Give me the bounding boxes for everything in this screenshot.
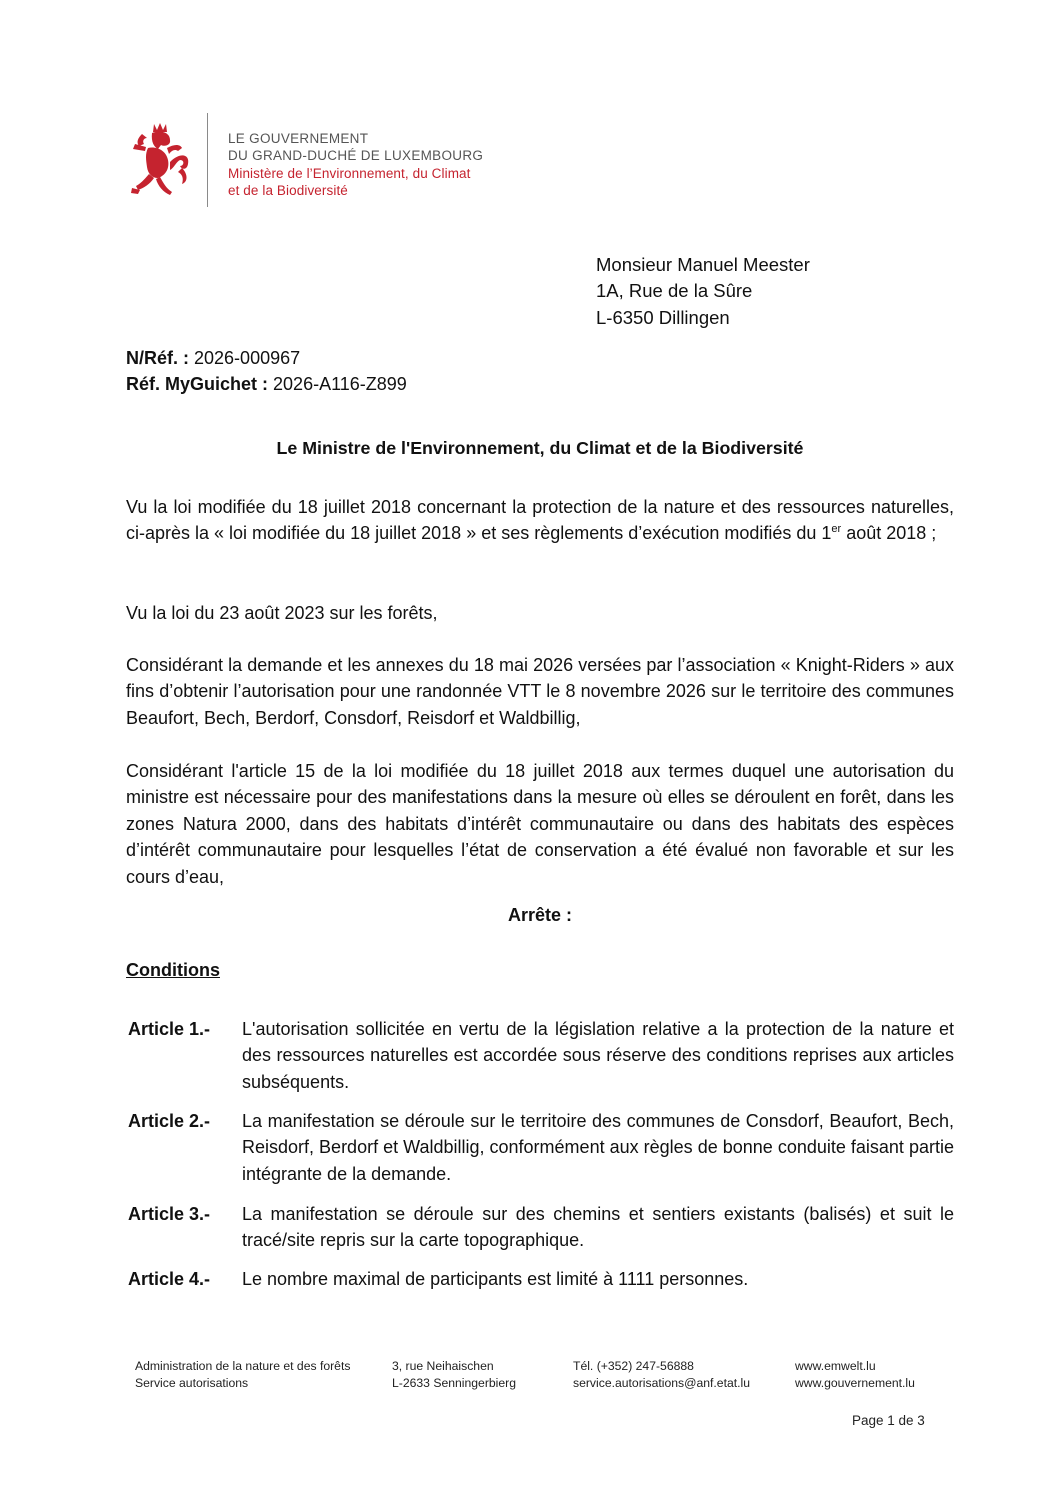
recipient-street: 1A, Rue de la Sûre	[596, 280, 753, 302]
ministry-line-2: et de la Biodiversité	[228, 183, 348, 199]
article-3	[126, 1201, 954, 1254]
footer-line: 3, rue Neihaischen	[392, 1359, 494, 1373]
footer-website-link[interactable]: www.emwelt.lu	[795, 1359, 876, 1373]
page-number: Page 1 de 3	[852, 1413, 925, 1428]
government-logo-text	[228, 130, 483, 200]
myguichet-label: Réf. MyGuichet :	[126, 374, 269, 395]
recipient-name: Monsieur Manuel Meester	[596, 254, 810, 275]
nref-line	[126, 345, 407, 371]
article-text: La manifestation se déroule sur des chemins et sentiers existants (balisés) et suit le tracé/site repris sur la carte topographique.	[242, 1204, 954, 1251]
preamble-paragraph-3: Considérant la demande et les annexes du 18 mai 2026 versées par l’association « Knight-Riders » aux fins d’obtenir l’autorisation pour une randonnée VTT le 8 novembre 2026 sur le territoire des communes Beaufort, Bech, Berdorf, Consdorf, Reisdorf et Waldbillig,	[126, 655, 954, 728]
article-label: Article 2.-	[128, 1111, 211, 1131]
article-text: L'autorisation sollicitée en vertu de la législation relative a la protection de la nature et des ressources naturelles est accordée sous réserve des conditions reprises aux articles subséquents.	[242, 1019, 954, 1092]
article-text: Le nombre maximal de participants est limité à 1111 personnes.	[242, 1269, 749, 1289]
p1-after: août 2018 ;	[841, 523, 937, 544]
footer-administration	[135, 1358, 350, 1392]
logo-divider	[207, 113, 208, 207]
article-2	[126, 1108, 954, 1187]
footer-websites	[795, 1358, 915, 1392]
gov-line-1: LE GOUVERNEMENT	[228, 131, 369, 146]
myguichet-value: 2026-A116-Z899	[273, 374, 407, 395]
footer-line: Service autorisations	[135, 1376, 249, 1390]
article-1	[126, 1016, 954, 1095]
preamble-paragraph-2: Vu la loi du 23 août 2023 sur les forêts,	[126, 603, 438, 623]
preamble-paragraph-1	[126, 494, 954, 547]
arrete-heading: Arrête :	[507, 905, 573, 925]
p1-before: Vu la loi modifiée du 18 juillet 2018 concernant la protection de la nature et des ressources naturelles, ci-après la « loi modifiée du 18 juillet 2018 » et ses règlements d’exécution modifiés du 1	[126, 497, 954, 544]
article-label: Article 1.-	[128, 1019, 211, 1039]
footer-address	[392, 1358, 516, 1392]
references	[126, 345, 407, 398]
preamble-paragraph-4: Considérant l'article 15 de la loi modifiée du 18 juillet 2018 aux termes duquel une autorisation du ministre est nécessaire pour des manifestations dans la mesure où elles se déroulent en forêt, dans les zones Natura 2000, dans des habitats d’intérêt communautaire ou dans des habitats des espèces d’intérêt communautaire pour lesquelles l’état de conservation a été évalué non favorable et sur les cours d’eau,	[126, 761, 954, 887]
nref-label: N/Réf. :	[126, 348, 189, 368]
red-lion-icon	[130, 122, 192, 196]
article-label: Article 3.-	[128, 1204, 211, 1224]
conditions-heading: Conditions	[126, 960, 220, 980]
footer-line: Administration de la nature et des forêts	[135, 1359, 351, 1373]
p1-superscript: er	[831, 523, 842, 536]
ministry-line-1: Ministère de l’Environnement, du Climat	[228, 165, 471, 181]
footer-email: service.autorisations@anf.etat.lu	[573, 1376, 750, 1390]
recipient-address	[596, 252, 810, 331]
footer-website-link[interactable]: www.gouvernement.lu	[795, 1376, 915, 1390]
article-text: La manifestation se déroule sur le territoire des communes de Consdorf, Beaufort, Bech, Reisdorf, Berdorf et Waldbillig, conformément aux règles de bonne conduite faisant partie intégrante de la demande.	[242, 1111, 954, 1184]
article-4	[126, 1266, 954, 1292]
gov-line-2: DU GRAND-DUCHÉ DE LUXEMBOURG	[228, 148, 484, 164]
footer-line: L-2633 Senningerbierg	[392, 1376, 516, 1390]
footer-contact	[573, 1358, 750, 1392]
article-label: Article 4.-	[128, 1269, 211, 1289]
nref-value: 2026-000967	[194, 348, 301, 368]
document-title: Le Ministre de l'Environnement, du Climat et de la Biodiversité	[276, 438, 804, 458]
myguichet-line	[126, 371, 407, 397]
recipient-city: L-6350 Dillingen	[596, 306, 730, 328]
footer-phone: Tél. (+352) 247-56888	[573, 1359, 694, 1373]
